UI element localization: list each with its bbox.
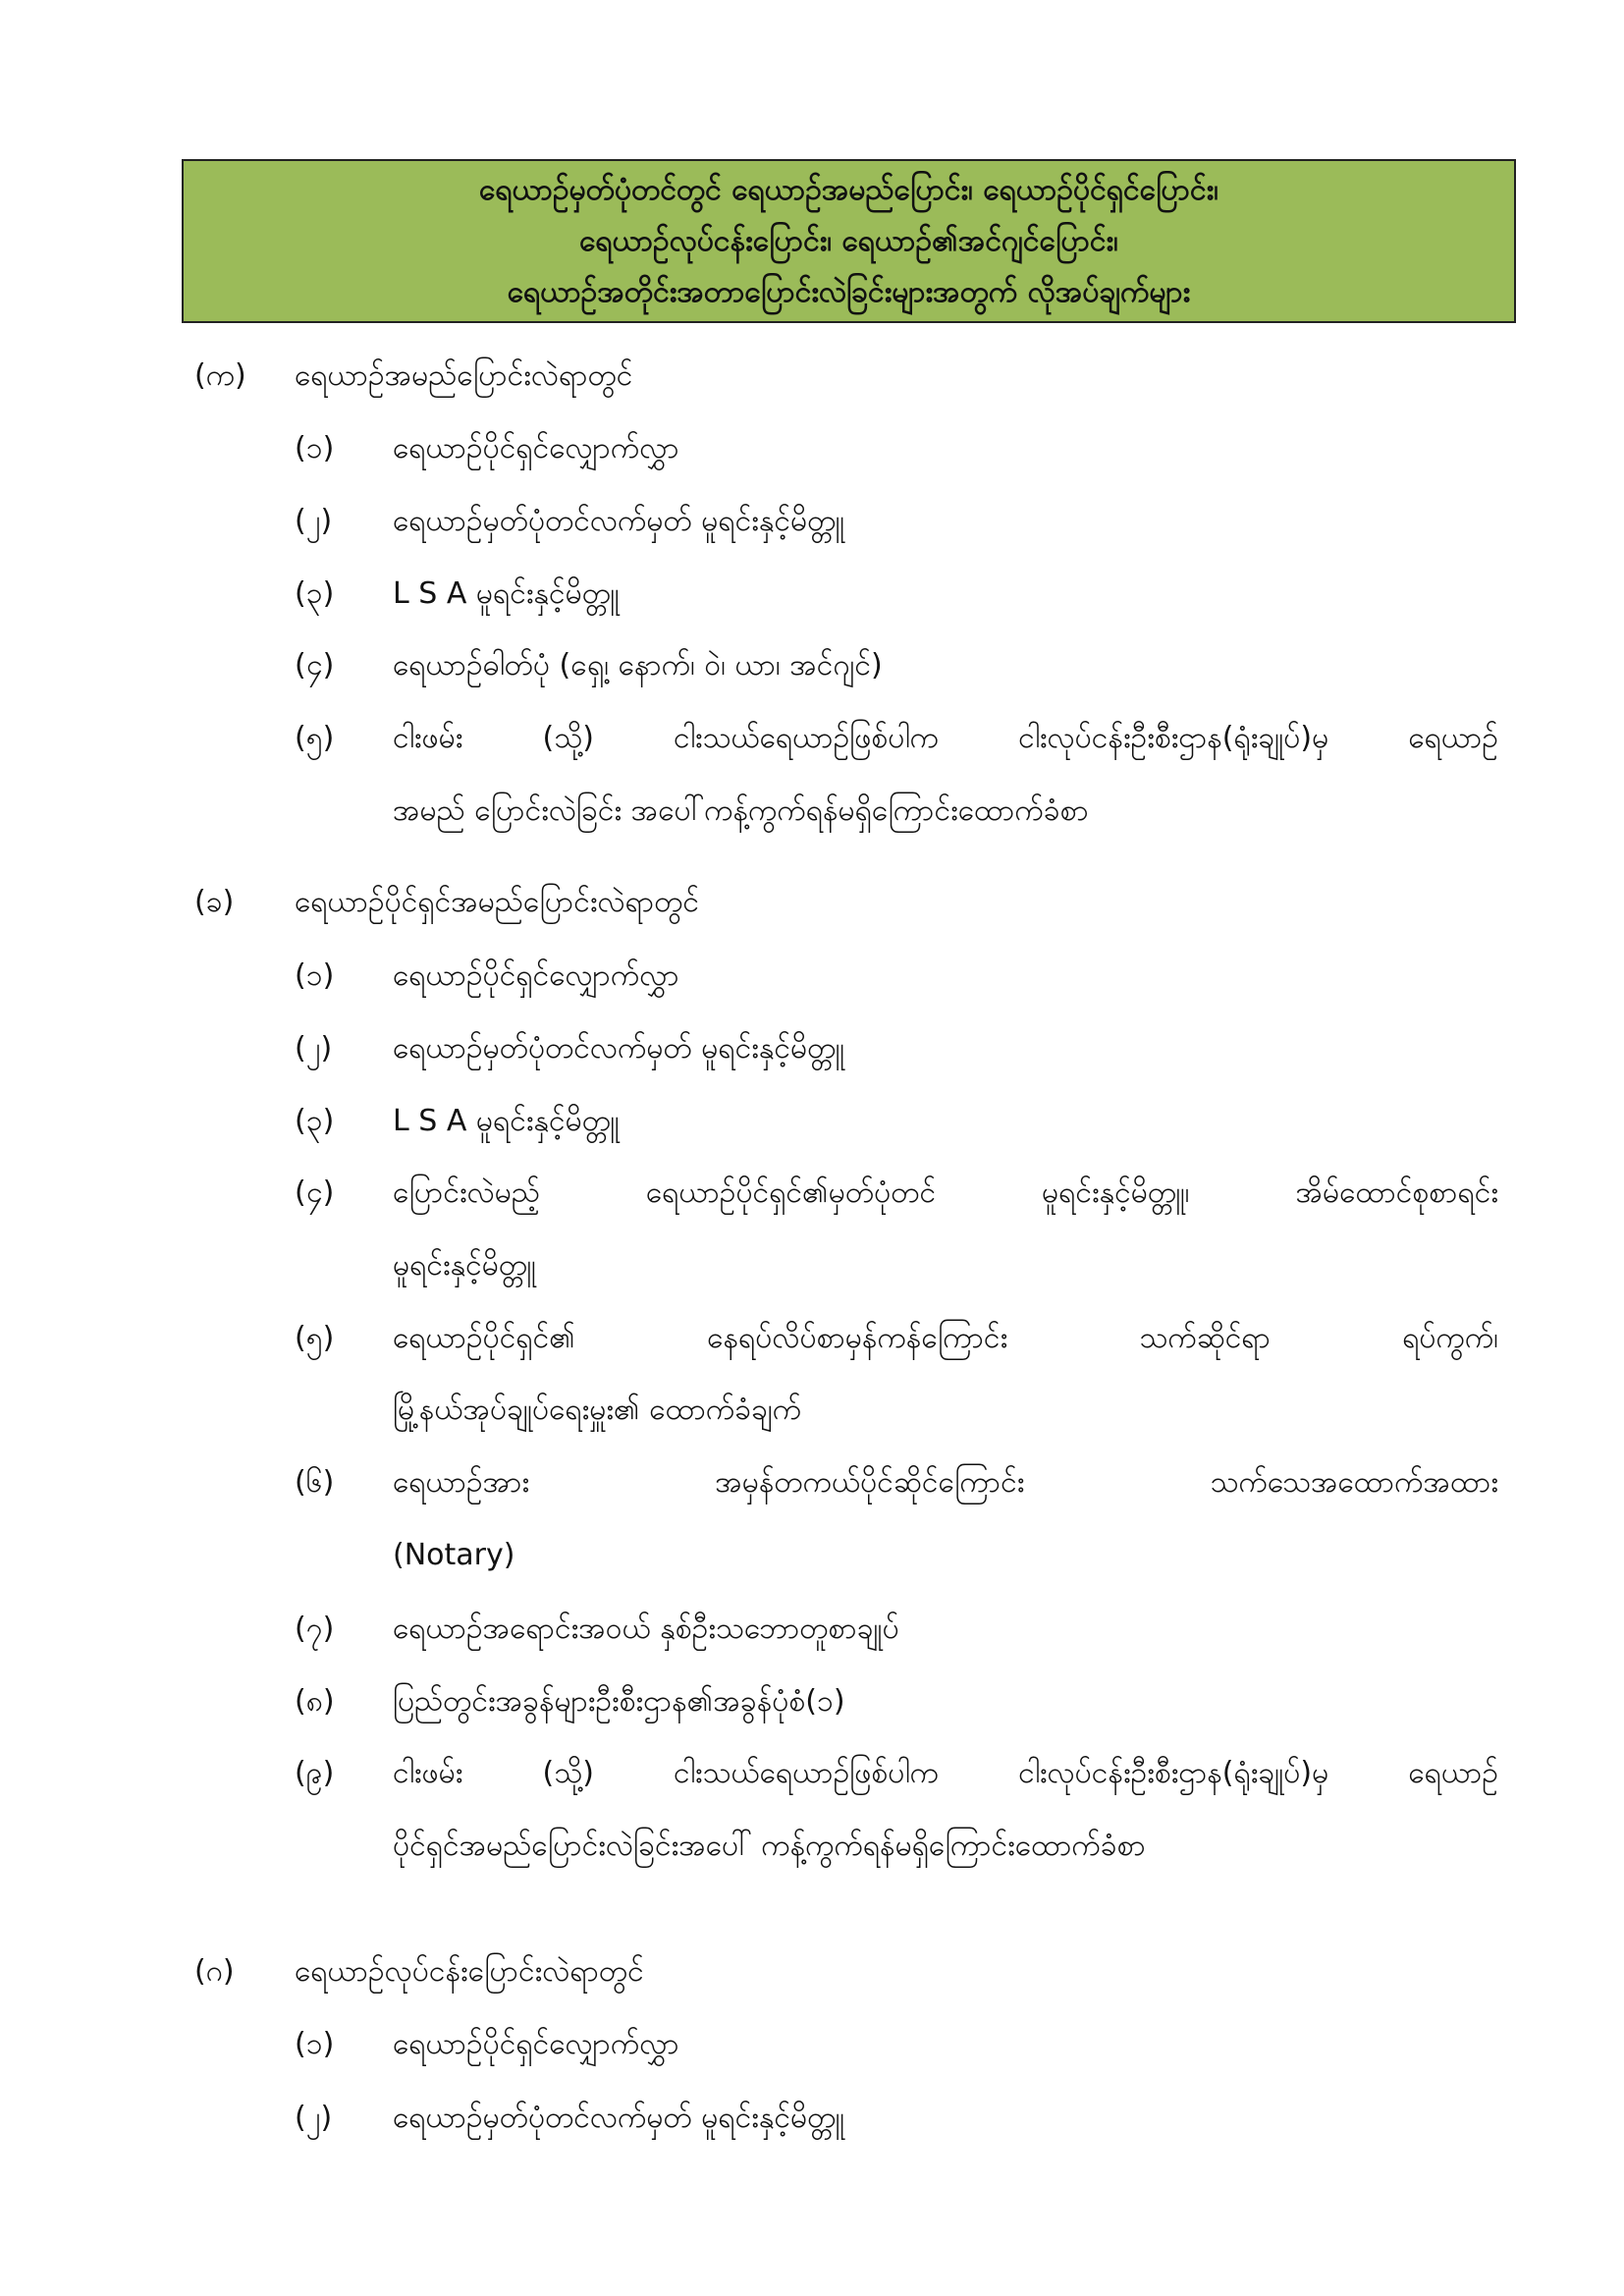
title-box [182, 159, 1516, 323]
item-text: ငါးဖမ်း (သို့) ငါးသယ်ရေယာဉ်ဖြစ်ပါက ငါးလုပ်ငန်းဦးစီးဌာန(ရုံးချုပ်)မှ ရေယာဉ် [393, 721, 1498, 755]
item-number: (၁) [295, 2027, 335, 2061]
item-number: (၃) [295, 1104, 335, 1138]
item-number: (၃) [295, 576, 335, 611]
title-line: ရေယာဉ်လုပ်ငန်းပြောင်း၊ ရေယာဉ်၏အင်ဂျင်ပြောင်း၊ [579, 223, 1118, 258]
item-text: ငါးဖမ်း (သို့) ငါးသယ်ရေယာဉ်ဖြစ်ပါက ငါးလုပ်ငန်းဦးစီးဌာန(ရုံးချုပ်)မှ ရေယာဉ် [393, 1756, 1498, 1790]
item-text: ပြည်တွင်းအခွန်များဦးစီးဌာန၏အခွန်ပုံစံ(၁) [393, 1684, 845, 1719]
title-line: ရေယာဉ်အတိုင်းအတာပြောင်းလဲခြင်းများအတွက် လိုအပ်ချက်များ [507, 274, 1191, 309]
section-label: (က) [194, 358, 246, 393]
item-number: (၇) [295, 1612, 335, 1646]
item-text: (Notary) [393, 1538, 515, 1572]
item-text: မြို့နယ်အုပ်ချုပ်ရေးမှူး၏ ထောက်ခံချက် [393, 1393, 802, 1427]
item-number: (၆) [295, 1465, 335, 1500]
item-number: (၂) [295, 504, 333, 538]
item-number: (၁) [295, 958, 335, 993]
item-text: ရေယာဉ်မှတ်ပုံတင်လက်မှတ် မူရင်းနှင့်မိတ္တူ [393, 2101, 845, 2135]
item-number: (၄) [295, 1175, 335, 1210]
item-number: (၉) [295, 1756, 335, 1790]
item-text: ရေယာဉ်ပိုင်ရှင်၏ နေရပ်လိပ်စာမှန်ကန်ကြောင်း သက်ဆိုင်ရာ ရပ်ကွက်၊ [393, 1321, 1498, 1355]
item-text: ရေယာဉ်အား အမှန်တကယ်ပိုင်ဆိုင်ကြောင်း သက်သေအထောက်အထား [393, 1465, 1498, 1500]
item-number: (၈) [295, 1684, 335, 1719]
item-text: ရေယာဉ်ဓါတ်ပုံ (ရှေ့၊ နောက်၊ ဝဲ၊ ယာ၊ အင်ဂျင်) [393, 648, 883, 683]
item-text: ရေယာဉ်ပိုင်ရှင်လျှောက်လွှာ [393, 958, 679, 993]
item-number: (၂) [295, 1031, 333, 1066]
item-text: ရေယာဉ်ပိုင်ရှင်လျှောက်လွှာ [393, 431, 679, 465]
item-text: မူရင်းနှင့်မိတ္တူ [393, 1248, 536, 1283]
item-number: (၅) [295, 1321, 335, 1355]
section-label: (ဂ) [194, 1954, 235, 1989]
item-number: (၂) [295, 2101, 333, 2135]
item-text: L S A မူရင်းနှင့်မိတ္တူ [393, 576, 620, 611]
item-text: ရေယာဉ်အရောင်းအဝယ် နှစ်ဦးသဘောတူစာချုပ် [393, 1612, 899, 1646]
item-text: L S A မူရင်းနှင့်မိတ္တူ [393, 1104, 620, 1138]
title-line: ရေယာဉ်မှတ်ပုံတင်တွင် ရေယာဉ်အမည်ပြောင်း၊ ရေယာဉ်ပိုင်ရှင်ပြောင်း၊ [479, 172, 1218, 207]
item-number: (၁) [295, 431, 335, 465]
section-title: ရေယာဉ်လုပ်ငန်းပြောင်းလဲရာတွင် [295, 1954, 644, 1989]
section-title: ရေယာဉ်အမည်ပြောင်းလဲရာတွင် [295, 358, 633, 393]
item-text: ရေယာဉ်မှတ်ပုံတင်လက်မှတ် မူရင်းနှင့်မိတ္တူ [393, 1031, 845, 1066]
item-text: ပြောင်းလဲမည့် ရေယာဉ်ပိုင်ရှင်၏မှတ်ပုံတင် မူရင်းနှင့်မိတ္တူ၊ အိမ်ထောင်စုစာရင်း [393, 1175, 1498, 1210]
item-number: (၄) [295, 648, 335, 683]
section-label: (ခ) [194, 885, 235, 919]
item-number: (၅) [295, 721, 335, 755]
item-text: ရေယာဉ်မှတ်ပုံတင်လက်မှတ် မူရင်းနှင့်မိတ္တူ [393, 504, 845, 538]
item-text: ပိုင်ရှင်အမည်ပြောင်းလဲခြင်းအပေါ် ကန့်ကွက်ရန်မရှိကြောင်းထောက်ခံစာ [393, 1829, 1146, 1863]
section-title: ရေယာဉ်ပိုင်ရှင်အမည်ပြောင်းလဲရာတွင် [295, 885, 700, 919]
item-text: အမည် ပြောင်းလဲခြင်း အပေါ်ကန့်ကွက်ရန်မရှိကြောင်းထောက်ခံစာ [393, 793, 1089, 828]
item-text: ရေယာဉ်ပိုင်ရှင်လျှောက်လွှာ [393, 2027, 679, 2061]
